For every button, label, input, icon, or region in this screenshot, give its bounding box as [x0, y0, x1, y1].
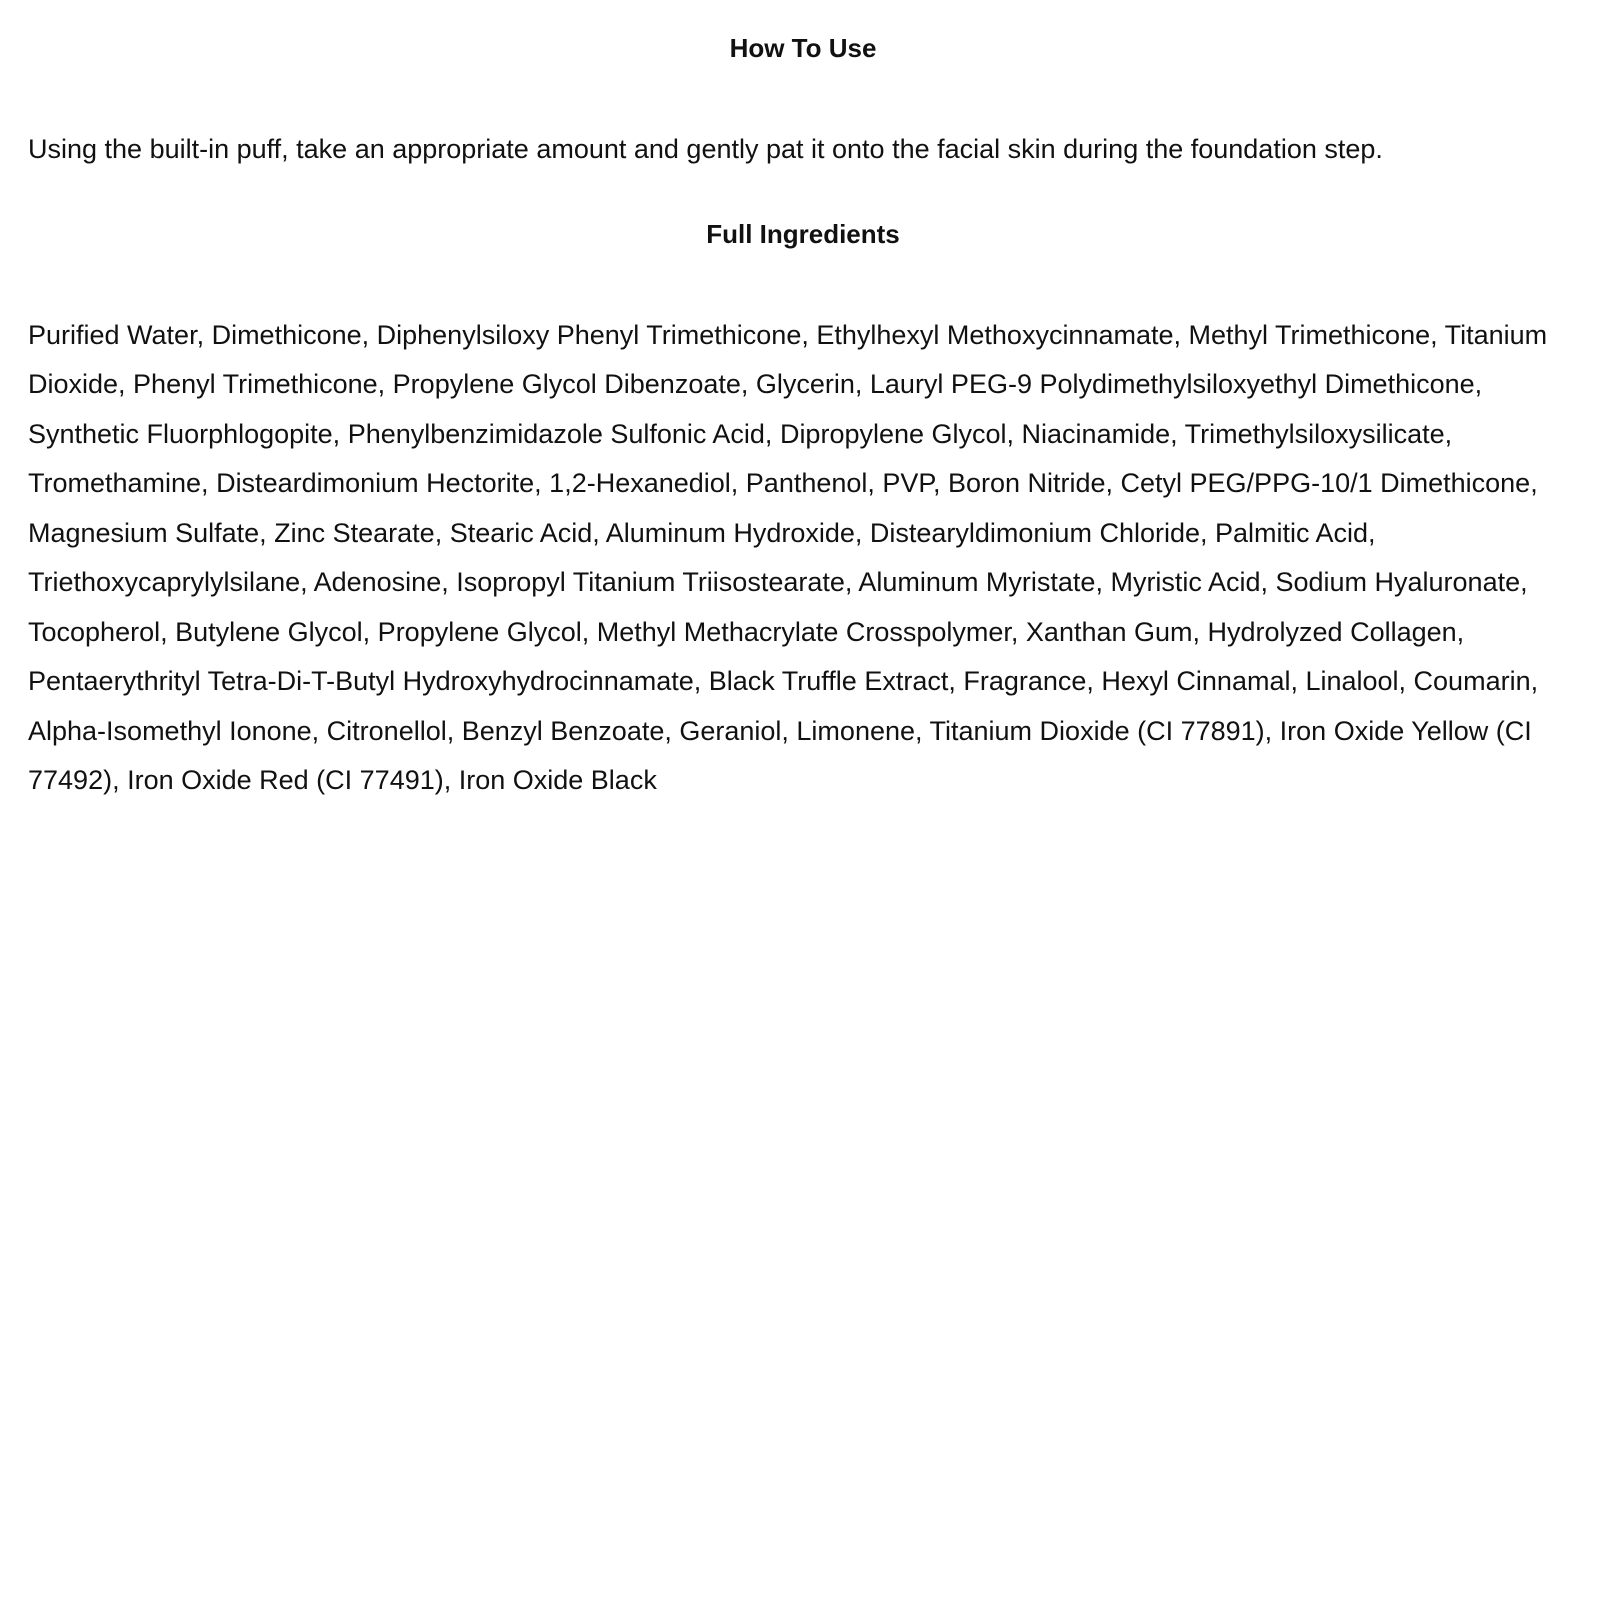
how-to-use-heading: How To Use: [729, 33, 877, 63]
full-ingredients-text: Purified Water, Dimethicone, Diphenylsiloxy Phenyl Trimethicone, Ethylhexyl Methoxycinnamate, Methyl Trimethicone, Titanium Dioxide, Phenyl Trimethicone, Propylene Glycol Dibenzoate, Glycerin, Lauryl PEG-9 Polydimethylsiloxyethyl Dimethicone, Synthetic Fluorphlogopite, Phenylbenzimidazole Sulfonic Acid, Dipropylene Glycol, Niacinamide, Trimethylsiloxysilicate, Tromethamine, Disteardimonium Hectorite, 1,2-Hexanediol, Panthenol, PVP, Boron Nitride, Cetyl PEG/PPG-10/1 Dimethicone, Magnesium Sulfate, Zinc Stearate, Stearic Acid, Aluminum Hydroxide, Distearyldimonium Chloride, Palmitic Acid, Triethoxycaprylylsilane, Adenosine, Isopropyl Titanium Triisostearate, Aluminum Myristate, Myristic Acid, Sodium Hyaluronate, Tocopherol, Butylene Glycol, Propylene Glycol, Methyl Methacrylate Crosspolymer, Xanthan Gum, Hydrolyzed Collagen, Pentaerythrityl Tetra-Di-T-Butyl Hydroxyhydrocinnamate, Black Truffle Extract, Fragrance, Hexyl Cinnamal, Linalool, Coumarin, Alpha-Isomethyl Ionone, Citronellol, Benzyl Benzoate, Geraniol, Limonene, Titanium Dioxide (CI 77891), Iron Oxide Yellow (CI 77492), Iron Oxide Red (CI 77491), Iron Oxide Black: [28, 319, 1548, 796]
how-to-use-text: Using the built-in puff, take an appropriate amount and gently pat it onto the facial skin during the foundation step.: [28, 134, 1383, 165]
full-ingredients-heading: Full Ingredients: [706, 218, 900, 249]
product-info-document: [28, 0, 1578, 806]
